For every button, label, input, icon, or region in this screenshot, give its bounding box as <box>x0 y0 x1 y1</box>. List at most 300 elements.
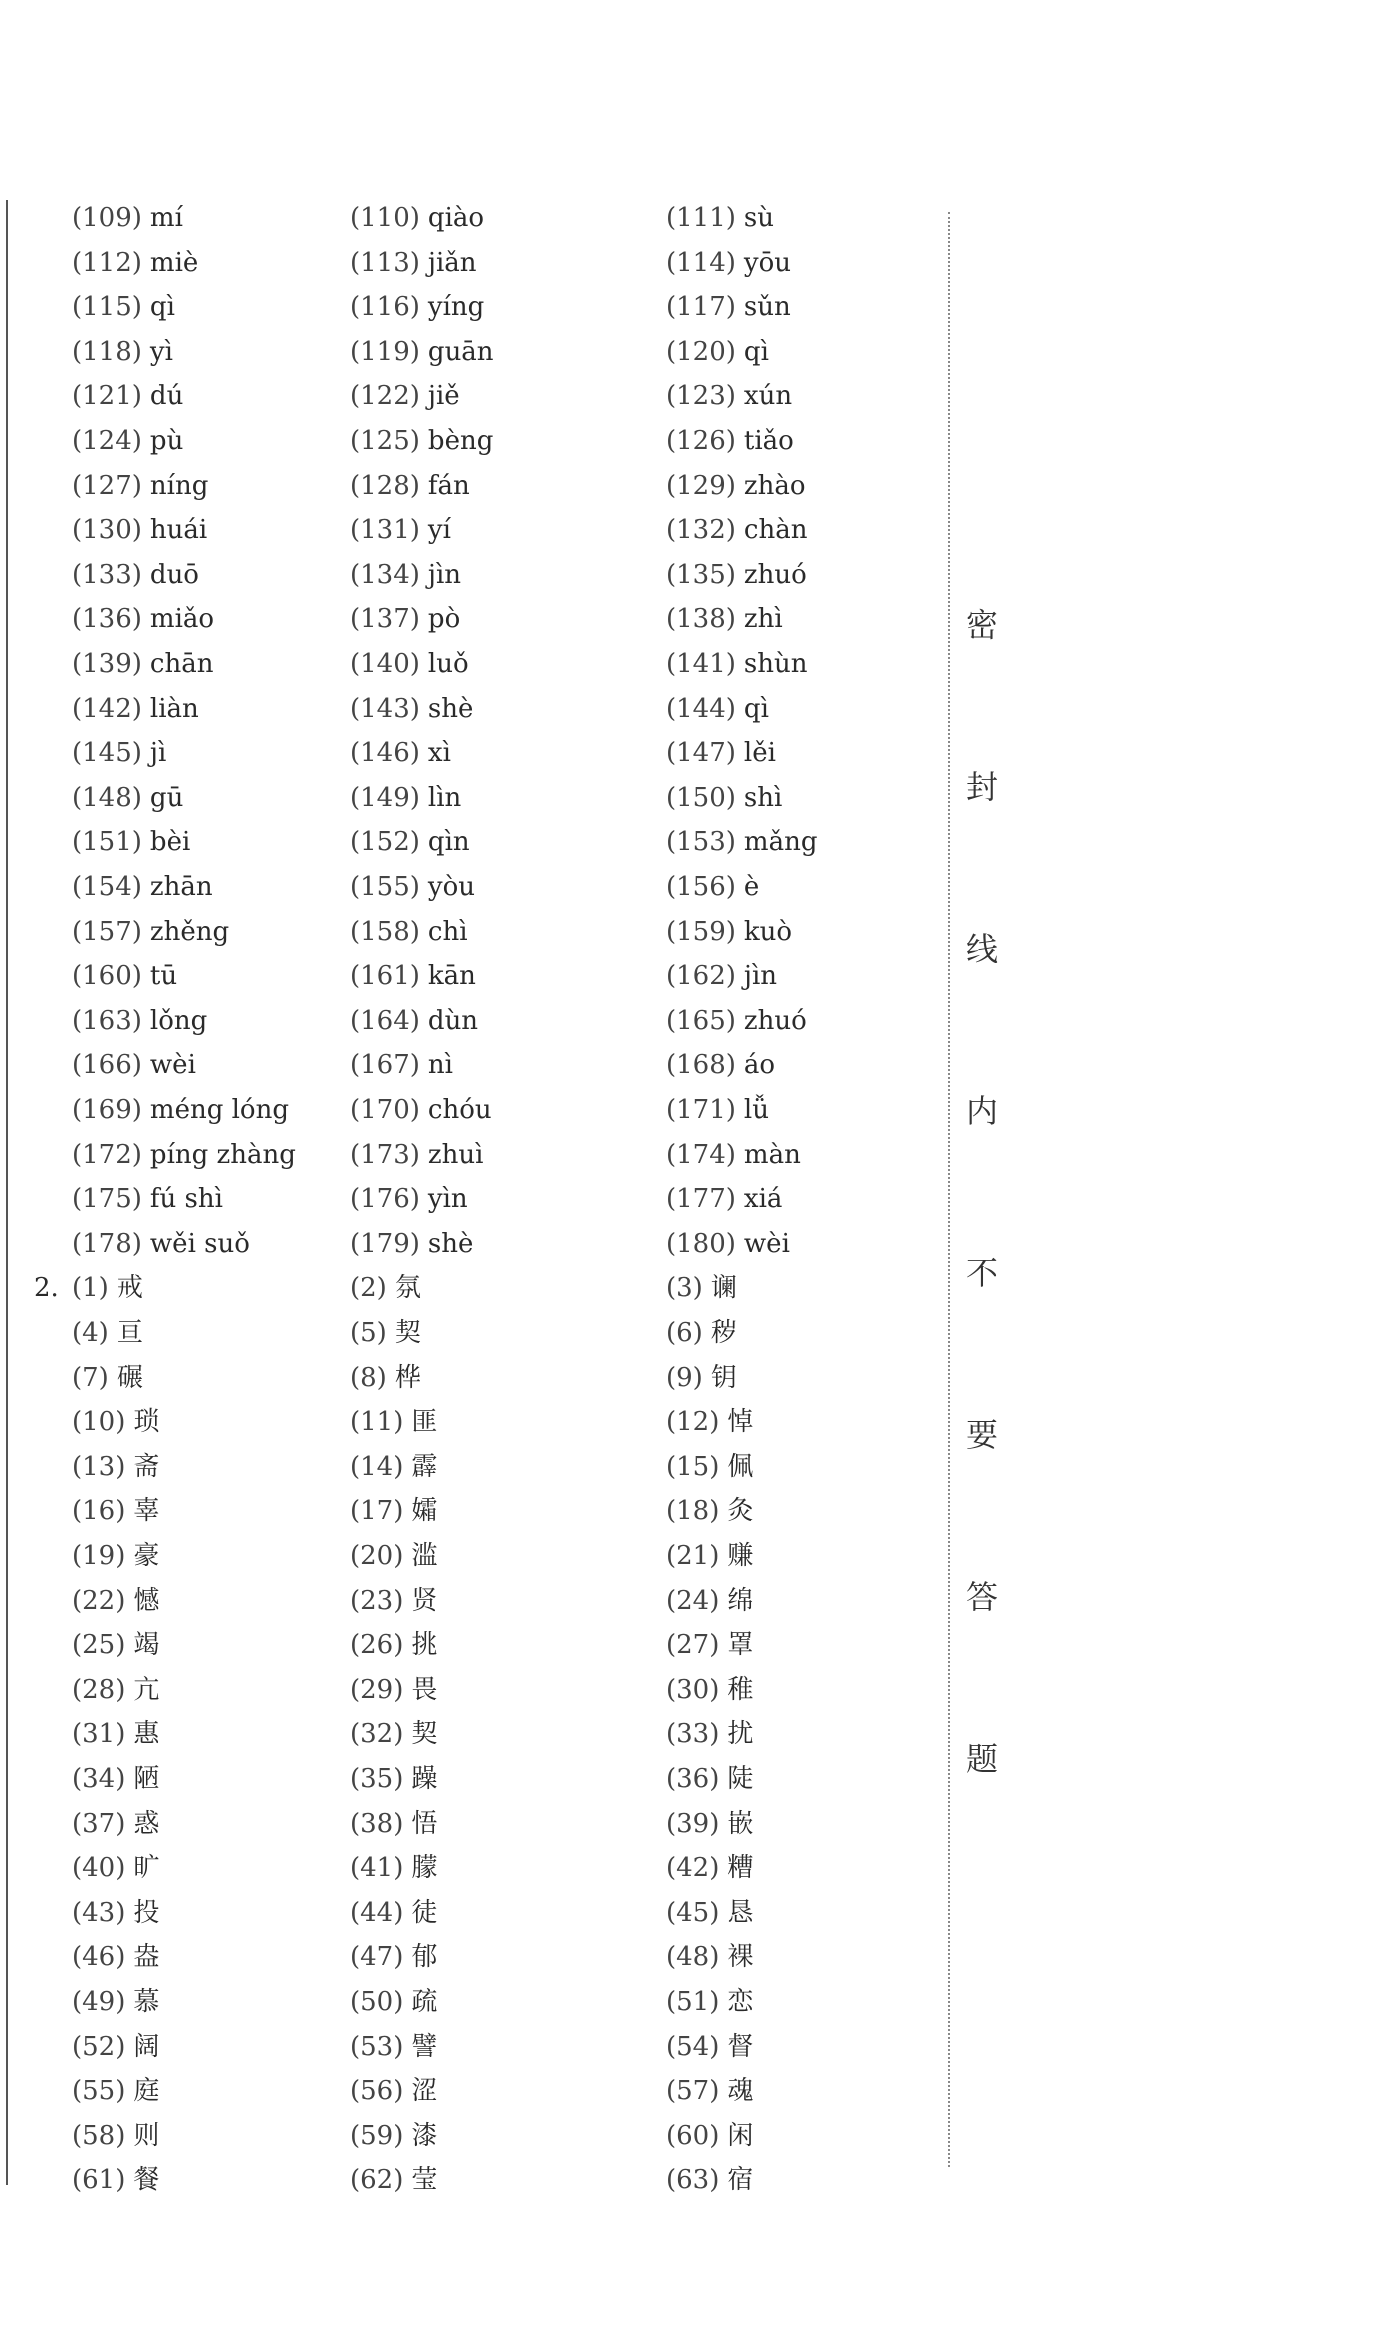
item-answer: níng <box>149 470 209 501</box>
answer-item <box>666 1536 753 1576</box>
item-number: (22) <box>72 1585 126 1616</box>
answer-row <box>0 2160 940 2200</box>
item-answer: 孀 <box>411 1496 438 1527</box>
item-number: (118) <box>72 336 142 367</box>
answer-row <box>0 912 940 952</box>
item-answer: 悼 <box>727 1407 754 1438</box>
answer-item <box>666 644 808 684</box>
item-answer: 庭 <box>133 2076 160 2107</box>
answer-item <box>72 912 229 952</box>
answer-item <box>666 2027 753 2067</box>
answer-item <box>666 1714 753 1754</box>
item-number: (174) <box>666 1139 736 1170</box>
item-answer: mǎng <box>743 827 818 858</box>
item-answer: qiào <box>427 203 485 233</box>
answer-item <box>666 1491 753 1531</box>
item-answer: mí <box>149 203 183 233</box>
answer-item <box>350 243 477 283</box>
item-answer: 亘 <box>116 1318 143 1348</box>
answer-item <box>72 1358 143 1398</box>
item-answer: 阔 <box>133 2031 160 2062</box>
answer-row <box>0 599 940 639</box>
item-number: (5) <box>350 1318 387 1348</box>
item-answer: lìn <box>427 782 462 813</box>
answer-item <box>72 867 213 907</box>
answer-item <box>72 733 166 773</box>
answer-item <box>666 466 806 506</box>
item-answer: pò <box>427 604 461 635</box>
answer-item <box>72 1090 289 1130</box>
item-number: (144) <box>666 693 736 724</box>
item-answer: 慕 <box>133 1987 160 2017</box>
item-number: (161) <box>350 961 420 992</box>
item-answer: qì <box>149 292 175 323</box>
answer-item <box>72 1937 159 1977</box>
item-number: (160) <box>72 961 142 992</box>
answer-item <box>666 867 759 907</box>
answer-item <box>350 421 493 461</box>
item-number: (150) <box>666 782 736 813</box>
answer-row <box>0 1937 940 1977</box>
item-answer: sù <box>743 203 775 233</box>
item-answer: 盎 <box>133 1942 160 1973</box>
answer-row <box>0 243 940 283</box>
answer-item <box>72 1179 223 1219</box>
item-number: (135) <box>666 559 736 590</box>
answer-item <box>350 1402 437 1442</box>
item-number: (25) <box>72 1630 126 1661</box>
answer-row <box>0 1759 940 1799</box>
answer-item <box>666 376 792 416</box>
answer-item <box>350 466 470 506</box>
item-answer: kuò <box>743 916 793 947</box>
item-number: (37) <box>72 1808 126 1839</box>
item-answer: 投 <box>133 1897 160 1928</box>
answer-item <box>666 1804 753 1844</box>
answer-item <box>350 733 451 773</box>
item-answer: 郁 <box>411 1942 438 1973</box>
item-number: (20) <box>350 1541 404 1571</box>
item-answer: 豪 <box>133 1541 160 1571</box>
answer-item <box>72 1402 159 1442</box>
item-number: (129) <box>666 470 736 501</box>
item-answer: shì <box>743 782 783 813</box>
answer-item <box>350 1893 437 1933</box>
item-answer: 扰 <box>727 1719 754 1750</box>
item-answer: 恳 <box>727 1897 754 1928</box>
item-answer: 桦 <box>394 1362 421 1393</box>
item-answer: fú shì <box>149 1184 223 1215</box>
answer-item <box>666 912 792 952</box>
item-number: (112) <box>72 247 142 278</box>
item-answer: yì <box>149 336 173 367</box>
item-number: (153) <box>666 827 736 858</box>
item-number: (109) <box>72 203 142 233</box>
item-answer: 朦 <box>411 1853 438 1884</box>
item-answer: 魂 <box>727 2076 754 2107</box>
item-answer: lǚ <box>743 1095 769 1125</box>
answer-item <box>72 956 177 996</box>
answer-row <box>0 1581 940 1621</box>
item-number: (127) <box>72 470 142 501</box>
item-number: (53) <box>350 2031 404 2062</box>
item-answer: xì <box>427 738 451 769</box>
answer-item <box>350 778 461 818</box>
item-answer: tiǎo <box>743 426 794 456</box>
item-answer: yòu <box>427 872 476 902</box>
item-number: (45) <box>666 1897 720 1928</box>
answer-row <box>0 332 940 372</box>
item-number: (136) <box>72 604 142 635</box>
item-number: (116) <box>350 292 420 323</box>
item-answer: 贤 <box>411 1585 438 1616</box>
item-number: (48) <box>666 1942 720 1973</box>
answer-item <box>72 644 213 684</box>
answer-item <box>350 1491 437 1531</box>
item-answer: fán <box>427 470 470 501</box>
item-number: (55) <box>72 2076 126 2107</box>
item-answer: jì <box>149 738 167 769</box>
item-number: (61) <box>72 2165 126 2196</box>
answer-item <box>666 689 769 729</box>
answer-item <box>350 2071 437 2111</box>
item-number: (124) <box>72 426 142 456</box>
item-answer: dùn <box>427 1005 479 1036</box>
item-answer: zhuì <box>427 1139 484 1170</box>
item-answer: 罩 <box>727 1630 754 1661</box>
item-answer: 灸 <box>727 1496 754 1527</box>
answer-row <box>0 1090 940 1130</box>
answer-row <box>0 1402 940 1442</box>
item-answer: miǎo <box>149 604 215 635</box>
answer-item <box>72 1001 207 1041</box>
answer-item <box>72 243 198 283</box>
item-number: (9) <box>666 1362 703 1393</box>
item-answer: zhuó <box>743 559 807 590</box>
item-answer: lǒng <box>149 1005 208 1036</box>
answer-item <box>666 733 776 773</box>
item-number: (49) <box>72 1987 126 2017</box>
answer-item <box>350 1937 437 1977</box>
item-number: (30) <box>666 1674 720 1705</box>
item-answer: 徒 <box>411 1897 438 1928</box>
item-answer: 契 <box>411 1719 438 1750</box>
item-answer: wěi suǒ <box>149 1228 250 1259</box>
item-answer: bèng <box>427 426 494 456</box>
item-number: (7) <box>72 1362 109 1393</box>
item-answer: 宿 <box>727 2165 754 2196</box>
answer-item <box>72 376 183 416</box>
answer-item <box>350 1536 437 1576</box>
item-answer: jìn <box>743 961 778 992</box>
answer-row <box>0 466 940 506</box>
seal-char: 不 <box>965 1254 998 1292</box>
answer-item <box>350 1804 437 1844</box>
item-number: (179) <box>350 1228 420 1259</box>
item-answer: xún <box>743 381 793 412</box>
seal-char: 密 <box>965 606 998 644</box>
item-answer: 嵌 <box>727 1808 754 1839</box>
item-answer: 绵 <box>727 1585 754 1616</box>
item-number: (157) <box>72 916 142 947</box>
item-answer: 躁 <box>411 1764 438 1794</box>
answer-item <box>666 1402 753 1442</box>
item-answer: 谰 <box>710 1273 737 1304</box>
item-answer: 疏 <box>411 1987 438 2017</box>
item-answer: 漆 <box>411 2120 438 2151</box>
item-number: (16) <box>72 1496 126 1527</box>
answer-item <box>350 956 476 996</box>
item-number: (158) <box>350 916 420 947</box>
answer-row <box>0 1804 940 1844</box>
answer-row <box>0 2071 940 2111</box>
answer-item <box>72 689 199 729</box>
answer-item <box>72 332 173 372</box>
answer-item <box>72 421 183 461</box>
answer-item <box>350 376 460 416</box>
answer-item <box>72 1491 159 1531</box>
item-answer: yìn <box>427 1184 468 1215</box>
item-answer: zhān <box>149 872 213 902</box>
answer-item <box>350 1447 437 1487</box>
answer-item <box>72 510 207 550</box>
answer-row <box>0 1313 940 1353</box>
item-answer: liàn <box>149 693 199 724</box>
answer-item <box>666 1001 807 1041</box>
item-number: (56) <box>350 2076 404 2107</box>
answer-item <box>72 1982 159 2022</box>
item-answer: lěi <box>743 738 776 769</box>
item-answer: 辜 <box>133 1496 160 1527</box>
item-answer: qì <box>743 693 769 724</box>
answer-item <box>350 2160 437 2200</box>
item-answer: 憾 <box>133 1585 160 1616</box>
answer-item <box>666 1848 753 1888</box>
answer-item <box>350 1714 437 1754</box>
answer-row <box>0 956 940 996</box>
item-answer: wèi <box>149 1050 196 1081</box>
answer-item <box>350 1090 492 1130</box>
item-number: (122) <box>350 381 420 412</box>
item-number: (43) <box>72 1897 126 1928</box>
item-number: (152) <box>350 827 420 858</box>
item-number: (138) <box>666 604 736 635</box>
item-number: (117) <box>666 292 736 323</box>
seal-line <box>948 212 950 2167</box>
answer-item <box>350 198 484 238</box>
item-number: (35) <box>350 1764 404 1794</box>
item-number: (180) <box>666 1228 736 1259</box>
item-number: (3) <box>666 1273 703 1304</box>
answer-row <box>0 822 940 862</box>
item-number: (42) <box>666 1853 720 1884</box>
item-answer: sǔn <box>743 292 791 323</box>
answer-item <box>666 1313 737 1353</box>
item-number: (58) <box>72 2120 126 2151</box>
item-answer: 碾 <box>116 1362 143 1393</box>
answer-item <box>666 332 769 372</box>
item-number: (170) <box>350 1095 420 1125</box>
item-answer: nì <box>427 1050 453 1081</box>
item-number: (168) <box>666 1050 736 1081</box>
item-number: (17) <box>350 1496 404 1527</box>
item-answer: yí <box>427 515 451 546</box>
item-number: (132) <box>666 515 736 546</box>
answer-item <box>72 1893 159 1933</box>
item-number: (14) <box>350 1451 404 1482</box>
item-number: (146) <box>350 738 420 769</box>
answer-item <box>666 421 794 461</box>
item-number: (33) <box>666 1719 720 1750</box>
answer-row <box>0 2116 940 2156</box>
item-number: (6) <box>666 1318 703 1348</box>
item-answer: shùn <box>743 649 808 679</box>
item-answer: 恋 <box>727 1987 754 2017</box>
answer-item <box>350 1179 468 1219</box>
item-number: (149) <box>350 782 420 813</box>
item-number: (121) <box>72 381 142 412</box>
answer-item <box>72 287 175 327</box>
answer-item <box>72 778 183 818</box>
item-answer: 譬 <box>411 2031 438 2062</box>
answer-item <box>350 1224 473 1264</box>
item-answer: 糟 <box>727 1853 754 1884</box>
item-answer: yíng <box>427 292 485 323</box>
answer-row <box>0 1536 940 1576</box>
answer-item <box>350 689 473 729</box>
item-answer: màn <box>743 1139 801 1170</box>
item-number: (51) <box>666 1987 720 2017</box>
answer-item <box>72 1759 159 1799</box>
item-number: (24) <box>666 1585 720 1616</box>
answer-item <box>72 1581 159 1621</box>
item-answer: chì <box>427 916 468 947</box>
item-number: (29) <box>350 1674 404 1705</box>
item-number: (114) <box>666 247 736 278</box>
item-number: (119) <box>350 336 420 367</box>
item-number: (31) <box>72 1719 126 1750</box>
item-answer: áo <box>743 1050 776 1081</box>
item-number: (46) <box>72 1942 126 1973</box>
item-number: (178) <box>72 1228 142 1259</box>
answer-item <box>350 510 451 550</box>
item-answer: 督 <box>727 2031 754 2062</box>
item-answer: 惑 <box>133 1808 160 1839</box>
answer-item <box>350 867 475 907</box>
item-answer: luǒ <box>427 649 469 679</box>
answer-item <box>72 599 214 639</box>
item-answer: 陡 <box>727 1764 754 1794</box>
item-answer: 琐 <box>133 1407 160 1438</box>
item-answer: kān <box>427 961 476 992</box>
answer-item <box>72 1135 296 1175</box>
item-answer: duō <box>149 559 199 590</box>
answer-item <box>666 287 791 327</box>
answer-item <box>666 2116 753 2156</box>
answer-item <box>666 198 774 238</box>
item-answer: 涩 <box>411 2076 438 2107</box>
item-answer: 钥 <box>710 1362 737 1393</box>
item-answer: 佩 <box>727 1451 754 1482</box>
item-number: (141) <box>666 649 736 679</box>
answer-item <box>666 1625 753 1665</box>
item-number: (19) <box>72 1541 126 1571</box>
item-answer: píng zhàng <box>149 1139 296 1170</box>
item-number: (13) <box>72 1451 126 1482</box>
item-number: (125) <box>350 426 420 456</box>
item-number: (162) <box>666 961 736 992</box>
answer-item <box>72 2071 159 2111</box>
seal-char: 封 <box>965 768 998 806</box>
answer-row <box>0 733 940 773</box>
item-answer: è <box>743 872 760 902</box>
item-number: (143) <box>350 693 420 724</box>
answer-item <box>666 2160 753 2200</box>
answer-item <box>72 2027 159 2067</box>
seal-char: 内 <box>965 1092 998 1130</box>
item-answer: jìn <box>427 559 462 590</box>
answer-row <box>0 1982 940 2022</box>
item-number: (18) <box>666 1496 720 1527</box>
item-number: (165) <box>666 1005 736 1036</box>
answer-item <box>350 599 460 639</box>
item-number: (111) <box>666 203 736 233</box>
item-answer: 则 <box>133 2120 160 2151</box>
answer-item <box>350 1268 421 1308</box>
item-number: (8) <box>350 1362 387 1393</box>
item-number: (11) <box>350 1407 404 1438</box>
item-number: (151) <box>72 827 142 858</box>
item-number: (163) <box>72 1005 142 1036</box>
answer-row <box>0 1135 940 1175</box>
item-number: (176) <box>350 1184 420 1215</box>
answer-item <box>72 1268 143 1308</box>
item-number: (63) <box>666 2165 720 2196</box>
answer-item <box>666 778 782 818</box>
item-answer: zhì <box>743 604 783 635</box>
answer-row <box>0 644 940 684</box>
item-number: (34) <box>72 1764 126 1794</box>
answer-item <box>350 1759 437 1799</box>
answer-item <box>350 822 470 862</box>
answer-item <box>666 1670 753 1710</box>
answer-row <box>0 287 940 327</box>
item-answer: méng lóng <box>149 1095 289 1125</box>
item-answer: huái <box>149 515 208 546</box>
item-number: (147) <box>666 738 736 769</box>
item-answer: 竭 <box>133 1630 160 1661</box>
item-answer: xiá <box>743 1184 783 1215</box>
item-answer: chān <box>149 649 214 679</box>
item-number: (57) <box>666 2076 720 2107</box>
item-answer: chàn <box>743 515 808 546</box>
item-answer: chóu <box>427 1095 492 1125</box>
item-number: (156) <box>666 872 736 902</box>
answer-row <box>0 1045 940 1085</box>
item-answer: shè <box>427 1228 474 1259</box>
item-number: (166) <box>72 1050 142 1081</box>
item-number: (54) <box>666 2031 720 2062</box>
item-number: (60) <box>666 2120 720 2151</box>
answer-item <box>666 822 817 862</box>
answer-item <box>350 2027 437 2067</box>
answer-item <box>350 1135 483 1175</box>
item-number: (41) <box>350 1853 404 1884</box>
answer-item <box>72 1313 143 1353</box>
answer-row <box>0 689 940 729</box>
answer-row <box>0 2027 940 2067</box>
item-number: (137) <box>350 604 420 635</box>
